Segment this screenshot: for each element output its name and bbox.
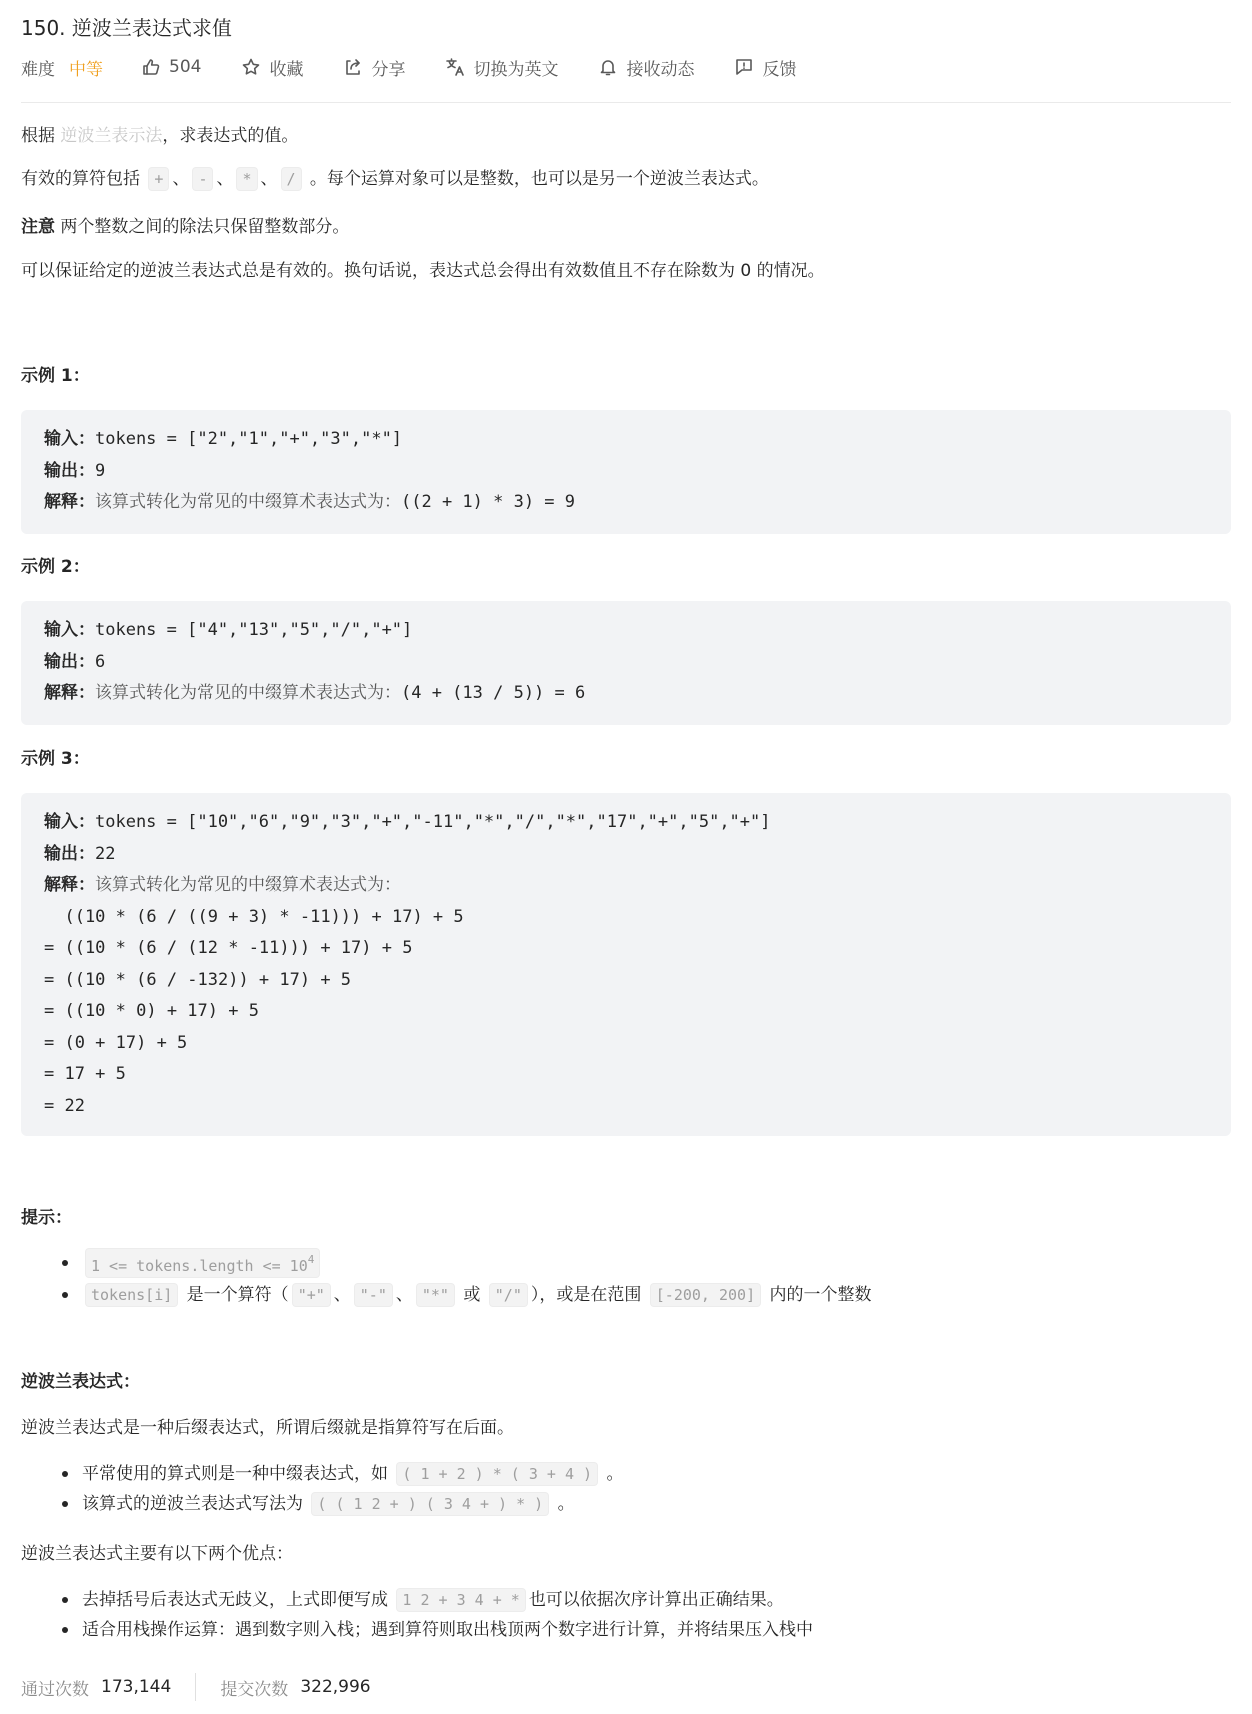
p2-prefix: 有效的算符包括: [21, 169, 146, 189]
favorite-button[interactable]: [241, 55, 303, 80]
hint-2-text: ），或是在范围: [530, 1285, 647, 1305]
rpn-advantages-list: [21, 1585, 813, 1645]
example-2-explain-line: [44, 678, 1208, 710]
explain-label: 解释：: [44, 875, 95, 895]
rpn-b1-code: ( 1 + 2 ) * ( 3 + 4 ): [396, 1462, 598, 1486]
example-1-output-line: [44, 456, 1208, 488]
hint-1-exponent: 4: [307, 1253, 315, 1266]
separator: 、: [395, 1285, 413, 1305]
note-text: 两个整数之间的除法只保留整数部分。: [55, 217, 350, 237]
rpn-b1-end: 。: [601, 1464, 624, 1484]
hint-2-div-code: "/": [489, 1283, 528, 1307]
example-3-step: = ((10 * (6 / -132)) + 17) + 5: [44, 969, 352, 990]
hint-item: [21, 1280, 872, 1310]
example-3-step: = 22: [44, 1095, 85, 1116]
op-mul-code: *: [236, 167, 257, 191]
op-plus-code: +: [148, 167, 169, 191]
rpn-link[interactable]: 逆波兰表示法: [60, 126, 163, 146]
op-minus-code: -: [192, 167, 213, 191]
separator: 、: [172, 169, 190, 189]
hint-1-code: [85, 1248, 320, 1278]
explain-label: 解释：: [44, 492, 95, 512]
hints-list: [21, 1248, 872, 1310]
feedback-button[interactable]: [734, 55, 796, 80]
rpn-intro: 逆波兰表达式是一种后缀表达式，所谓后缀就是指算符写在后面。: [21, 1418, 514, 1438]
hint-2-code: tokens[i]: [85, 1283, 178, 1307]
example-1-explain-line: [44, 487, 1208, 519]
example-2-input: tokens = ["4","13","5","/","+"]: [95, 620, 413, 640]
rpn-b2-code: ( ( 1 2 + ) ( 3 4 + ) * ): [311, 1492, 549, 1516]
star-icon: [241, 57, 261, 77]
example-3-step: = ((10 * 0) + 17) + 5: [44, 1001, 259, 1021]
difficulty-badge: 中等: [69, 59, 103, 80]
p1-prefix: 根据: [21, 126, 61, 146]
example-2-input-line: [44, 615, 1208, 647]
feedback-label: 反馈: [762, 59, 797, 80]
example-2-explain-expr: (4 + (13 / 5)) = 6: [401, 683, 586, 703]
explain-text: 该算式转化为常见的中缀算术表达式为：: [95, 683, 401, 703]
input-label: 输入：: [44, 429, 95, 449]
rpn-list-item: [21, 1459, 623, 1489]
example-2-output: 6: [95, 651, 106, 672]
example-3-step: = (0 + 17) + 5: [44, 1032, 188, 1053]
submissions-label: 提交次数: [220, 1679, 289, 1700]
example-1-input: tokens = ["2","1","+","3","*"]: [95, 429, 403, 449]
switch-language-label: 切换为英文: [473, 59, 559, 80]
difficulty-label: 难度: [21, 59, 55, 80]
rpn-advantage-item: [21, 1615, 813, 1645]
rpn-a2-text: 适合用栈操作运算：遇到数字则入栈；遇到算符则取出栈顶两个数字进行计算，并将结果压入栈中: [82, 1620, 813, 1640]
note-label: 注意: [21, 217, 55, 237]
example-2-output-line: [44, 647, 1208, 679]
hint-2-text: 是一个算符（: [181, 1285, 289, 1305]
separator: 、: [216, 169, 234, 189]
hint-item: [21, 1248, 872, 1281]
hint-2-mul-code: "*": [416, 1283, 455, 1307]
description-note: [21, 212, 349, 242]
problem-meta-bar: [21, 52, 836, 82]
example-3-heading: 示例 3：: [21, 749, 90, 769]
submissions-count: 322,996: [300, 1677, 371, 1697]
example-3-explain-line: [44, 870, 1208, 902]
output-label: 输出：: [44, 651, 95, 672]
favorite-label: 收藏: [269, 59, 304, 80]
op-div-code: /: [281, 167, 302, 191]
rpn-heading: 逆波兰表达式：: [21, 1372, 140, 1392]
rpn-a1-end: 也可以依据次序计算出正确结果。: [528, 1590, 784, 1610]
stats-divider: [195, 1673, 196, 1701]
example-3-input-line: [44, 807, 1208, 839]
rpn-advantages-intro: 逆波兰表达式主要有以下两个优点：: [21, 1544, 293, 1564]
hint-2-text: 内的一个整数: [764, 1285, 872, 1305]
p1-suffix: ，求表达式的值。: [162, 126, 299, 146]
example-3-step: = 17 + 5: [44, 1064, 126, 1084]
rpn-b2-text: 该算式的逆波兰表达式写法为: [82, 1494, 309, 1514]
submission-stats: [21, 1672, 371, 1702]
bell-icon: [598, 57, 618, 77]
output-label: 输出：: [44, 843, 95, 864]
hint-2-minus-code: "-": [354, 1283, 393, 1307]
hints-heading: 提示：: [21, 1208, 72, 1228]
header-divider: [21, 102, 1231, 103]
rpn-b1-text: 平常使用的算式则是一种中缀表达式，如: [82, 1464, 394, 1484]
separator: 、: [260, 169, 278, 189]
example-3-block: [21, 793, 1231, 1136]
hint-2-range-code: [-200, 200]: [650, 1283, 761, 1307]
explain-text: 该算式转化为常见的中缀算术表达式为：: [95, 492, 401, 512]
explain-text: 该算式转化为常见的中缀算术表达式为：: [95, 875, 401, 895]
rpn-b2-end: 。: [552, 1494, 575, 1514]
hint-1-code-text: 1 <= tokens.length <= 10: [91, 1257, 308, 1275]
example-2-heading: 示例 2：: [21, 557, 90, 577]
subscribe-label: 接收动态: [626, 59, 695, 80]
description-paragraph-1: [21, 121, 298, 151]
share-button[interactable]: [343, 55, 405, 80]
example-3-output: 22: [95, 843, 116, 864]
example-3-input: tokens = ["10","6","9","3","+","-11","*","/","*","17","+","5","+"]: [95, 812, 771, 832]
subscribe-button[interactable]: [598, 55, 694, 80]
example-1-block: [21, 410, 1231, 534]
rpn-advantage-item: [21, 1585, 813, 1615]
example-3-output-line: [44, 839, 1208, 871]
description-paragraph-4: 可以保证给定的逆波兰表达式总是有效的。换句话说，表达式总会得出有效数值且不存在除数为 0 的情况。: [21, 261, 825, 281]
hint-2-plus-code: "+": [292, 1283, 331, 1307]
share-label: 分享: [371, 59, 406, 80]
like-count: 504: [169, 57, 202, 77]
problem-title: 150. 逆波兰表达式求值: [21, 16, 232, 40]
example-2-block: [21, 601, 1231, 725]
rpn-a1-text: 去掉括号后表达式无歧义，上式即便写成: [82, 1590, 394, 1610]
input-label: 输入：: [44, 620, 95, 640]
example-1-output: 9: [95, 460, 106, 481]
like-button[interactable]: [141, 57, 201, 77]
example-3-step: ((10 * (6 / ((9 + 3) * -11))) + 17) + 5: [44, 906, 464, 927]
switch-language-button[interactable]: [445, 55, 558, 80]
example-1-heading: 示例 1：: [21, 366, 90, 386]
explain-label: 解释：: [44, 683, 95, 703]
rpn-a1-code: 1 2 + 3 4 + *: [396, 1588, 525, 1612]
accepted-count: 173,144: [101, 1677, 172, 1697]
separator: 、: [333, 1285, 351, 1305]
example-3-step: = ((10 * (6 / (12 * -11))) + 17) + 5: [44, 938, 413, 958]
output-label: 输出：: [44, 460, 95, 481]
hint-2-or: 或: [457, 1285, 486, 1305]
rpn-list-item: [21, 1489, 623, 1519]
example-1-explain-expr: ((2 + 1) * 3) = 9: [401, 492, 575, 512]
rpn-list: [21, 1459, 623, 1519]
thumbs-up-icon: [141, 57, 161, 77]
translate-icon: [445, 57, 465, 77]
share-icon: [343, 57, 363, 77]
p2-suffix: 。每个运算对象可以是整数，也可以是另一个逆波兰表达式。: [304, 169, 769, 189]
input-label: 输入：: [44, 812, 95, 832]
description-paragraph-2: [21, 164, 769, 194]
accepted-label: 通过次数: [21, 1679, 89, 1700]
example-1-input-line: [44, 424, 1208, 456]
feedback-icon: [734, 57, 754, 77]
